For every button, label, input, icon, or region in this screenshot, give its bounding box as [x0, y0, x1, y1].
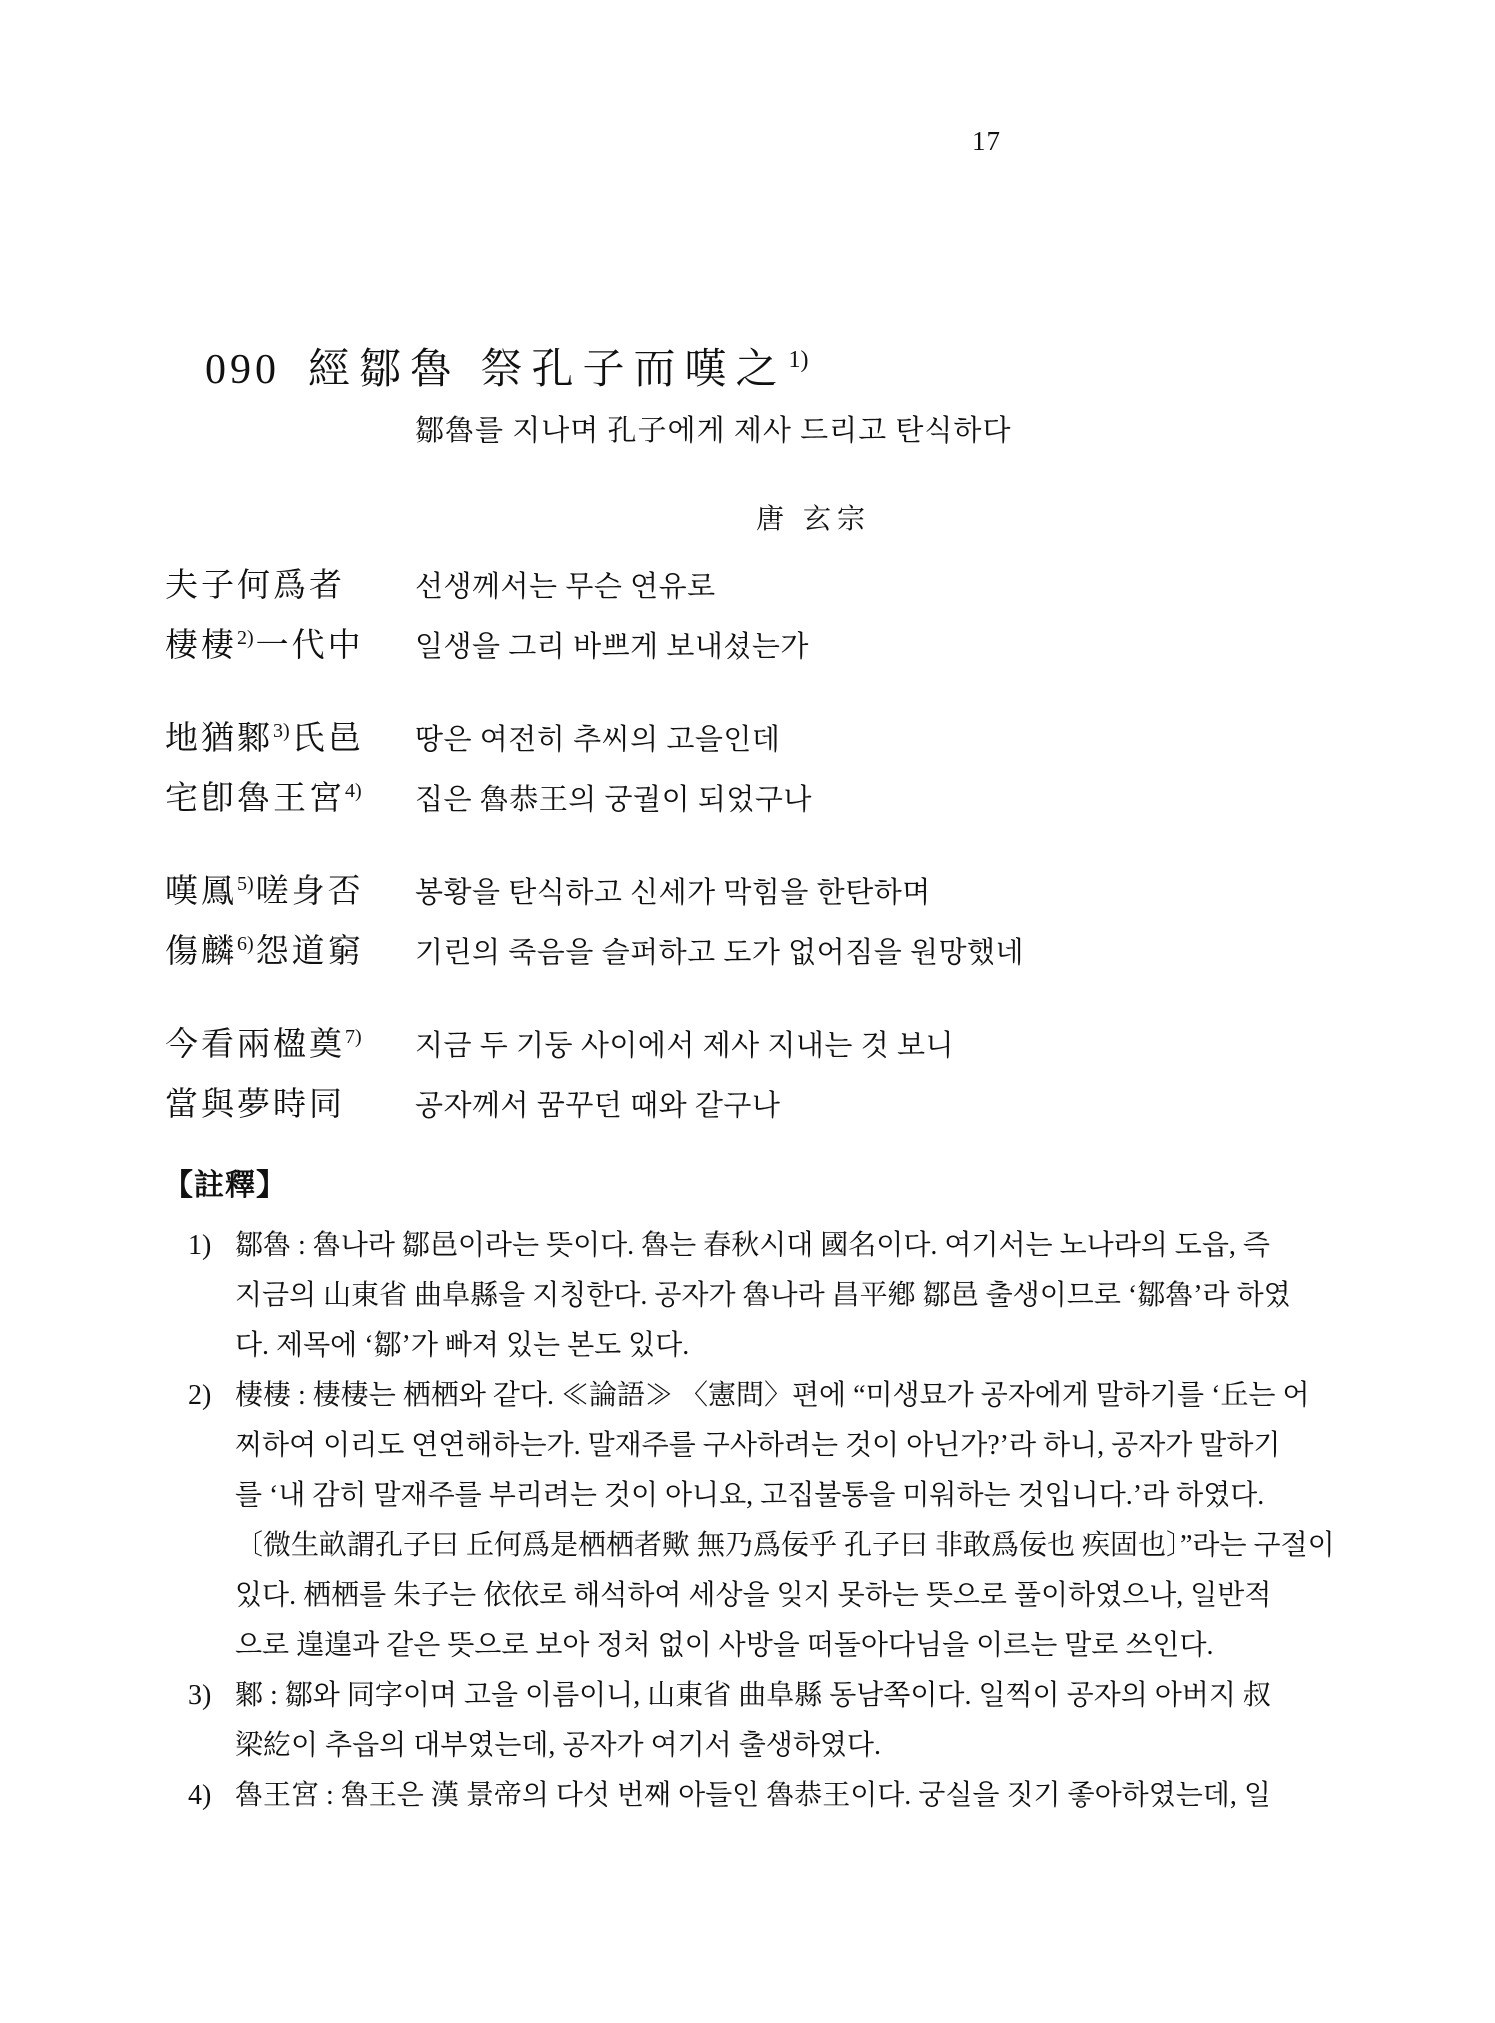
note-line: 〔微生畝謂孔子曰 丘何爲是栖栖者歟 無乃爲佞乎 孔子曰 非敢爲佞也 疾固也〕”라는 구절이: [235, 1530, 1335, 1561]
note-label: 1): [188, 1230, 212, 1261]
poem-subtitle-korean: 鄒魯를 지나며 孔子에게 제사 드리고 탄식하다: [415, 415, 1012, 447]
hanzi-pre: 夫子何爲者: [165, 568, 345, 604]
poem-line: [165, 761, 1024, 821]
poem-line: [165, 854, 1024, 914]
poem-line-korean: 땅은 여전히 추씨의 고을인데: [415, 724, 781, 756]
poem-line-korean: 기린의 죽음을 슬퍼하고 도가 없어짐을 원망했네: [415, 937, 1025, 969]
poem-line: [165, 701, 1024, 761]
poem-line-hanzi: [165, 1007, 415, 1075]
note-line: 찌하여 이리도 연연해하는가. 말재주를 구사하려는 것이 아닌가?’라 하니, 공자가 말하기: [235, 1430, 1281, 1461]
annotation-note-3: [188, 1671, 1398, 1771]
annotation-note-4: [188, 1771, 1398, 1821]
poem-line: [165, 608, 1024, 668]
note-text: [235, 1221, 1398, 1371]
note-line: 鄒魯 : 魯나라 鄒邑이라는 뜻이다. 魯는 春秋시대 國名이다. 여기서는 노나라의 도읍, 즉: [235, 1230, 1270, 1261]
annotations-header: 【註釋】: [163, 1169, 287, 1202]
hanzi-post: 嗟身否: [255, 874, 364, 910]
poem-title: [205, 336, 809, 396]
note-ref: 7): [345, 1026, 362, 1048]
poem-line-korean: 지금 두 기둥 사이에서 제사 지내는 것 보니: [415, 1030, 954, 1062]
poem-line: [165, 1067, 1024, 1127]
hanzi-pre: 宅卽魯王宮: [165, 781, 345, 817]
note-text: [235, 1771, 1398, 1821]
poem-line-hanzi: [165, 854, 415, 922]
poem-line-korean: 일생을 그리 바쁘게 보내셨는가: [415, 631, 809, 663]
hanzi-pre: 今看兩楹奠: [165, 1027, 345, 1063]
note-label: 3): [188, 1680, 212, 1711]
note-label: 2): [188, 1380, 212, 1411]
note-line: 를 ‘내 감히 말재주를 부리려는 것이 아니요, 고집불통을 미워하는 것입니다.’라 하였다.: [235, 1480, 1265, 1511]
note-line: 梁紇이 추읍의 대부였는데, 공자가 여기서 출생하였다.: [235, 1730, 881, 1761]
poem-line-hanzi: [165, 914, 415, 982]
hanzi-post: 氏邑: [291, 721, 364, 757]
note-line: 다. 제목에 ‘鄒’가 빠져 있는 본도 있다.: [235, 1330, 690, 1361]
poem-line-hanzi: [165, 548, 415, 616]
poem-stanza: [165, 548, 1024, 668]
note-ref: 6): [237, 933, 254, 955]
hanzi-post: 怨道窮: [255, 934, 364, 970]
note-ref: 3): [273, 720, 290, 742]
poem-line: [165, 548, 1024, 608]
title-note-ref: 1): [788, 347, 809, 373]
note-ref: 5): [237, 873, 254, 895]
poem-line-hanzi: [165, 1067, 415, 1135]
annotations-list: [188, 1221, 1398, 1821]
note-label: 4): [188, 1780, 212, 1811]
note-line: 있다. 栖栖를 朱子는 依依로 해석하여 세상을 잊지 못하는 뜻으로 풀이하였으나, 일반적: [235, 1580, 1272, 1611]
poem-author: 唐 玄宗: [756, 504, 872, 535]
hanzi-pre: 地猶鄹: [165, 721, 273, 757]
note-ref: 4): [345, 780, 362, 802]
note-text: [235, 1671, 1398, 1771]
note-line: 으로 遑遑과 같은 뜻으로 보아 정처 없이 사방을 떠돌아다님을 이르는 말로 쓰인다.: [235, 1630, 1214, 1661]
poem-line-korean: 봉황을 탄식하고 신세가 막힘을 한탄하며: [415, 877, 931, 909]
page-number: 17: [972, 126, 1001, 156]
poem-number: 090: [205, 347, 280, 393]
annotation-note-1: [188, 1221, 1398, 1371]
poem-title-hanzi: 經鄒魯 祭孔子而嘆之: [308, 347, 787, 393]
poem-stanza: [165, 854, 1024, 974]
note-ref: 2): [237, 627, 254, 649]
note-line: 鄹 : 鄒와 同字이며 고을 이름이니, 山東省 曲阜縣 동남쪽이다. 일찍이 공자의 아버지 叔: [235, 1680, 1271, 1711]
poem-line: [165, 914, 1024, 974]
hanzi-pre: 當與夢時同: [165, 1087, 345, 1123]
poem-line-hanzi: [165, 608, 415, 676]
poem-stanza: [165, 701, 1024, 821]
poem-line-korean: 공자께서 꿈꾸던 때와 같구나: [415, 1090, 781, 1122]
hanzi-pre: 傷麟: [165, 934, 237, 970]
hanzi-post: 一代中: [255, 628, 364, 664]
note-text: [235, 1371, 1398, 1671]
poem-stanza: [165, 1007, 1024, 1127]
poem-line: [165, 1007, 1024, 1067]
note-line: 棲棲 : 棲棲는 栖栖와 같다. ≪論語≫ 〈憲問〉편에 “미생묘가 공자에게 말하기를 ‘丘는 어: [235, 1380, 1310, 1411]
poem-line-hanzi: [165, 701, 415, 769]
note-line: 지금의 山東省 曲阜縣을 지칭한다. 공자가 魯나라 昌平鄕 鄒邑 출생이므로 ‘鄒魯’라 하였: [235, 1280, 1291, 1311]
poem-body: [165, 548, 1024, 1160]
poem-line-hanzi: [165, 761, 415, 829]
poem-line-korean: 집은 魯恭王의 궁궐이 되었구나: [415, 784, 812, 816]
poem-line-korean: 선생께서는 무슨 연유로: [415, 571, 716, 603]
annotation-note-2: [188, 1371, 1398, 1671]
note-line: 魯王宮 : 魯王은 漢 景帝의 다섯 번째 아들인 魯恭王이다. 궁실을 짓기 좋아하였는데, 일: [235, 1780, 1271, 1811]
hanzi-pre: 嘆鳳: [165, 874, 237, 910]
hanzi-pre: 棲棲: [165, 628, 237, 664]
